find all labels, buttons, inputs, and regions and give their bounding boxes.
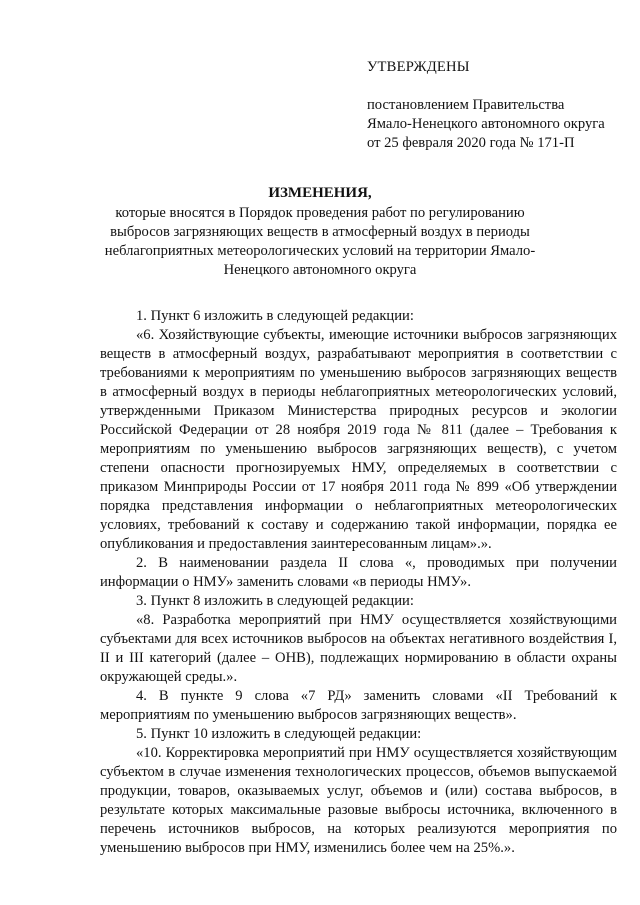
document-body <box>100 307 617 858</box>
approval-line-2: Ямало-Ненецкого автономного округа <box>367 116 605 132</box>
paragraph-7: 5. Пункт 10 изложить в следующей редакции: <box>136 726 422 742</box>
approval-line-3: от 25 февраля 2020 года № 171-П <box>367 135 575 151</box>
paragraph-2: «6. Хозяйствующие субъекты, имеющие источники выбросов загрязняющих веществ в атмосферный воздух, разрабатывают мероприятия в соответствии с требованиями к мероприятиям по уменьшению выбросов загрязняющих веществ в атмосферный воздух в периоды неблагоприятных метеорологических условий, утвержденными Приказом Министерства природных ресурсов и экологии Российской Федерации от 28 ноября 2019 года № 811 (далее – Требования к мероприятиям по уменьшению выбросов загрязняющих веществ), с учетом степени опасности прогнозируемых НМУ, определяемых в соответствии с приказом Минприроды России от 17 ноября 2011 года № 899 «Об утверждении порядка представления информации о неблагоприятных метеорологических условиях, требований к составу и содержанию такой информации, порядка ее опубликования и предоставления заинтересованным лицам».». <box>100 327 617 552</box>
document-subtitle: которые вносятся в Порядок проведения работ по регулированию выбросов загрязняющих веществ в атмосферный воздух в периоды неблагоприятных метеорологических условий на территории Ямало-Ненецкого автономного округа <box>104 205 536 278</box>
paragraph-3: 2. В наименовании раздела II слова «, проводимых при получении информации о НМУ» заменить словами «в периоды НМУ». <box>100 555 617 590</box>
paragraph-6: 4. В пункте 9 слова «7 РД» заменить словами «II Требований к мероприятиям по уменьшению выбросов загрязняющих веществ». <box>100 688 617 723</box>
document-title: ИЗМЕНЕНИЯ, <box>268 185 372 201</box>
approval-line-1: постановлением Правительства <box>367 97 565 113</box>
paragraph-4: 3. Пункт 8 изложить в следующей редакции: <box>136 593 414 609</box>
approval-title: УТВЕРЖДЕНЫ <box>367 59 470 75</box>
document-heading <box>90 184 550 280</box>
paragraph-5: «8. Разработка мероприятий при НМУ осуществляется хозяйствующими субъектами для всех источников выбросов на объектах негативного воздействия I, II и III категорий (далее – ОНВ), подлежащих нормированию в области охраны окружающей среды.». <box>100 612 617 685</box>
approval-stamp <box>367 58 629 153</box>
paragraph-1: 1. Пункт 6 изложить в следующей редакции: <box>136 308 414 324</box>
paragraph-8: «10. Корректировка мероприятий при НМУ осуществляется хозяйствующим субъектом в случае изменения технологических процессов, объемов выпускаемой продукции, товаров, оказываемых услуг, объемов и (или) состава выбросов, в результате которых максимальные разовые выбросы источника, включенного в перечень источников выбросов, на которых реализуются мероприятия по уменьшению выбросов при НМУ, изменились более чем на 25%.». <box>100 745 617 856</box>
